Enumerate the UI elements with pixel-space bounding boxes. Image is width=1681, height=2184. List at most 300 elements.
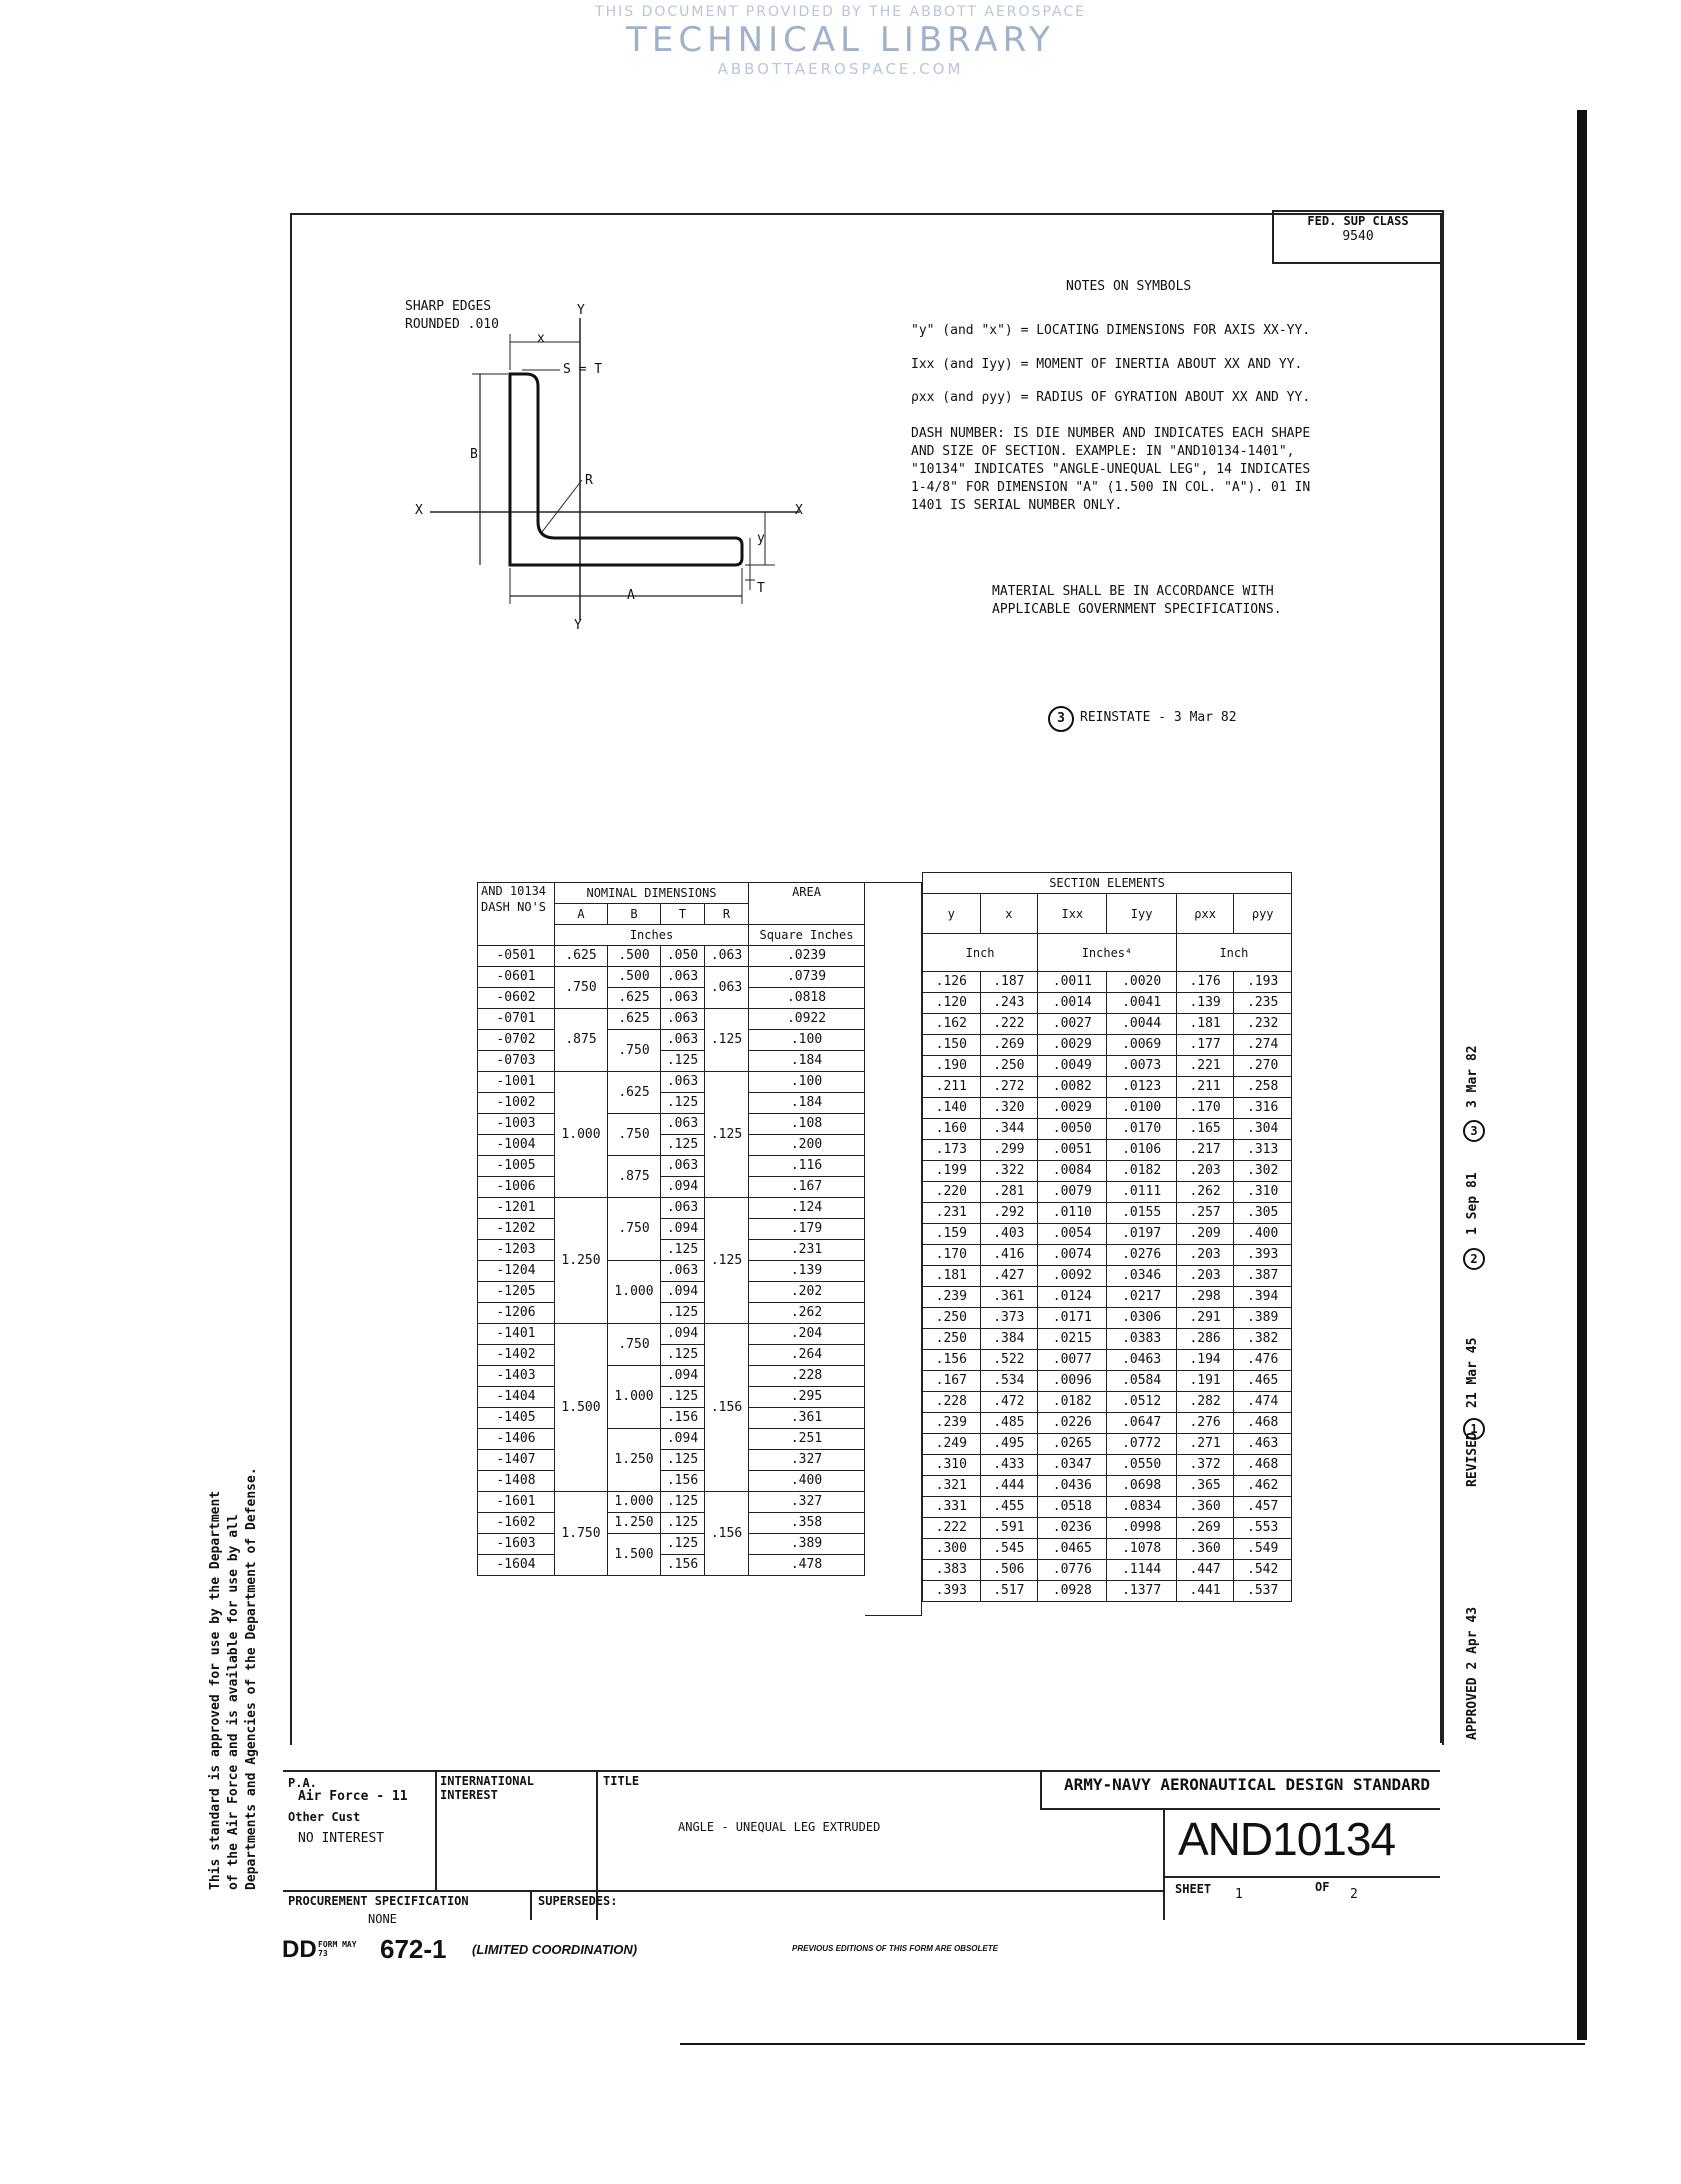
iyy-cell: .0123 bbox=[1107, 1077, 1176, 1098]
ybar-cell: .300 bbox=[923, 1539, 981, 1560]
table-row bbox=[478, 1198, 865, 1219]
dash-number-cell: -1202 bbox=[478, 1219, 555, 1240]
dim-t-cell: .063 bbox=[661, 1009, 705, 1030]
pyy-cell: .474 bbox=[1234, 1392, 1292, 1413]
dash-number-cell: -1004 bbox=[478, 1135, 555, 1156]
ixx-cell: .0110 bbox=[1038, 1203, 1107, 1224]
table-row bbox=[923, 1056, 1292, 1077]
area-cell: .0818 bbox=[749, 988, 865, 1009]
xbar-cell: .517 bbox=[980, 1581, 1038, 1602]
dash-number-cell: -1405 bbox=[478, 1408, 555, 1429]
col-header-inches4: Inches⁴ bbox=[1038, 934, 1177, 972]
pyy-cell: .468 bbox=[1234, 1413, 1292, 1434]
diagram-b: B bbox=[470, 447, 478, 462]
table-row bbox=[923, 993, 1292, 1014]
ybar-cell: .211 bbox=[923, 1077, 981, 1098]
table-row bbox=[478, 1366, 865, 1387]
pxx-cell: .221 bbox=[1176, 1056, 1234, 1077]
dash-number-cell: -1401 bbox=[478, 1324, 555, 1345]
col-header-inch-2: Inch bbox=[1176, 934, 1291, 972]
ixx-cell: .0051 bbox=[1038, 1140, 1107, 1161]
pxx-cell: .191 bbox=[1176, 1371, 1234, 1392]
area-cell: .262 bbox=[749, 1303, 865, 1324]
ybar-cell: .162 bbox=[923, 1014, 981, 1035]
revision-revised-label: REVISED bbox=[1465, 1432, 1480, 1487]
xbar-cell: .292 bbox=[980, 1203, 1038, 1224]
col-header-xbar: x bbox=[980, 894, 1038, 934]
dim-a-cell: .750 bbox=[555, 967, 608, 1009]
dim-t-cell: .125 bbox=[661, 1240, 705, 1261]
dim-b-cell: .625 bbox=[608, 988, 661, 1009]
approval-note-line-3: Departments and Agencies of the Department of Defense. bbox=[244, 1467, 259, 1890]
pyy-cell: .542 bbox=[1234, 1560, 1292, 1581]
iyy-cell: .0217 bbox=[1107, 1287, 1176, 1308]
table-row bbox=[923, 1308, 1292, 1329]
iyy-cell: .0346 bbox=[1107, 1266, 1176, 1287]
ixx-cell: .0928 bbox=[1038, 1581, 1107, 1602]
pyy-cell: .537 bbox=[1234, 1581, 1292, 1602]
pyy-cell: .274 bbox=[1234, 1035, 1292, 1056]
ixx-cell: .0171 bbox=[1038, 1308, 1107, 1329]
notes-dash-4: 1-4/8" FOR DIMENSION "A" (1.500 IN COL. "A"). 01 IN bbox=[911, 480, 1311, 495]
dim-b-cell: .625 bbox=[608, 1072, 661, 1114]
dim-b-cell: .750 bbox=[608, 1198, 661, 1261]
ixx-cell: .0074 bbox=[1038, 1245, 1107, 1266]
table-row bbox=[478, 1114, 865, 1135]
table-row bbox=[923, 1203, 1292, 1224]
form-small: FORM MAY 73 bbox=[318, 1940, 357, 1958]
pxx-cell: .360 bbox=[1176, 1497, 1234, 1518]
area-cell: .0239 bbox=[749, 946, 865, 967]
ybar-cell: .126 bbox=[923, 972, 981, 993]
dash-number-cell: -1601 bbox=[478, 1492, 555, 1513]
dim-t-cell: .063 bbox=[661, 988, 705, 1009]
pyy-cell: .393 bbox=[1234, 1245, 1292, 1266]
table-row bbox=[923, 1287, 1292, 1308]
iyy-cell: .1377 bbox=[1107, 1581, 1176, 1602]
pxx-cell: .211 bbox=[1176, 1077, 1234, 1098]
dim-t-cell: .125 bbox=[661, 1051, 705, 1072]
ybar-cell: .250 bbox=[923, 1329, 981, 1350]
table-row bbox=[923, 1413, 1292, 1434]
dim-a-cell: 1.250 bbox=[555, 1198, 608, 1324]
approval-note-line-1: This standard is approved for use by the Department bbox=[208, 1490, 223, 1890]
ybar-cell: .321 bbox=[923, 1476, 981, 1497]
pyy-cell: .235 bbox=[1234, 993, 1292, 1014]
bottom-edge-line bbox=[680, 2043, 1585, 2045]
ybar-cell: .140 bbox=[923, 1098, 981, 1119]
table-row bbox=[478, 1513, 865, 1534]
dim-t-cell: .156 bbox=[661, 1471, 705, 1492]
pxx-cell: .282 bbox=[1176, 1392, 1234, 1413]
notes-dash-5: 1401 IS SERIAL NUMBER ONLY. bbox=[911, 498, 1123, 513]
standard-name: ARMY-NAVY AERONAUTICAL DESIGN STANDARD bbox=[1064, 1775, 1431, 1794]
ybar-cell: .220 bbox=[923, 1182, 981, 1203]
dash-number-cell: -1407 bbox=[478, 1450, 555, 1471]
notes-title: NOTES ON SYMBOLS bbox=[1066, 279, 1192, 294]
ybar-cell: .393 bbox=[923, 1581, 981, 1602]
pyy-cell: .258 bbox=[1234, 1077, 1292, 1098]
dim-r-cell: .156 bbox=[705, 1492, 749, 1576]
dim-t-cell: .050 bbox=[661, 946, 705, 967]
revision-3-circle bbox=[1463, 1120, 1485, 1142]
xbar-cell: .320 bbox=[980, 1098, 1038, 1119]
ixx-cell: .0014 bbox=[1038, 993, 1107, 1014]
dim-t-cell: .125 bbox=[661, 1345, 705, 1366]
pyy-cell: .305 bbox=[1234, 1203, 1292, 1224]
area-cell: .167 bbox=[749, 1177, 865, 1198]
area-cell: .116 bbox=[749, 1156, 865, 1177]
xbar-cell: .344 bbox=[980, 1119, 1038, 1140]
area-cell: .228 bbox=[749, 1366, 865, 1387]
diagram-y-bottom: Y bbox=[574, 618, 582, 633]
dash-number-cell: -1206 bbox=[478, 1303, 555, 1324]
area-cell: .231 bbox=[749, 1240, 865, 1261]
table-row bbox=[478, 1219, 865, 1240]
xbar-cell: .472 bbox=[980, 1392, 1038, 1413]
iyy-cell: .1144 bbox=[1107, 1560, 1176, 1581]
document-title: ANGLE - UNEQUAL LEG EXTRUDED bbox=[678, 1820, 881, 1834]
area-cell: .478 bbox=[749, 1555, 865, 1576]
dim-r-cell: .063 bbox=[705, 967, 749, 1009]
right-edge-bar bbox=[1577, 110, 1587, 2040]
ybar-cell: .250 bbox=[923, 1308, 981, 1329]
iyy-cell: .0550 bbox=[1107, 1455, 1176, 1476]
diagram-t: T bbox=[757, 581, 765, 596]
area-cell: .361 bbox=[749, 1408, 865, 1429]
ybar-cell: .383 bbox=[923, 1560, 981, 1581]
pxx-cell: .276 bbox=[1176, 1413, 1234, 1434]
international-interest-label: INTERNATIONAL INTEREST bbox=[440, 1774, 534, 1802]
reinstate-text: REINSTATE - 3 Mar 82 bbox=[1080, 710, 1237, 725]
pyy-cell: .400 bbox=[1234, 1224, 1292, 1245]
area-cell: .202 bbox=[749, 1282, 865, 1303]
table-row bbox=[923, 1224, 1292, 1245]
table-row bbox=[923, 1098, 1292, 1119]
table-row bbox=[478, 946, 865, 967]
ixx-cell: .0182 bbox=[1038, 1392, 1107, 1413]
table-row bbox=[923, 1476, 1292, 1497]
notes-line-2: Ixx (and Iyy) = MOMENT OF INERTIA ABOUT XX AND YY. bbox=[911, 357, 1303, 372]
table-row bbox=[923, 1245, 1292, 1266]
title-block-divider-3 bbox=[1163, 1808, 1165, 1920]
ixx-cell: .0082 bbox=[1038, 1077, 1107, 1098]
area-cell: .179 bbox=[749, 1219, 865, 1240]
form-number: 672-1 bbox=[380, 1934, 447, 1964]
iyy-cell: .0041 bbox=[1107, 993, 1176, 1014]
table-row bbox=[923, 1497, 1292, 1518]
table-row bbox=[478, 1408, 865, 1429]
table-row bbox=[923, 1392, 1292, 1413]
title-block-divider-4 bbox=[1040, 1770, 1042, 1810]
dash-number-cell: -1604 bbox=[478, 1555, 555, 1576]
iyy-cell: .0584 bbox=[1107, 1371, 1176, 1392]
table-row bbox=[478, 1135, 865, 1156]
ybar-cell: .159 bbox=[923, 1224, 981, 1245]
pyy-cell: .193 bbox=[1234, 972, 1292, 993]
table-row bbox=[923, 1518, 1292, 1539]
dim-t-cell: .094 bbox=[661, 1324, 705, 1345]
area-cell: .358 bbox=[749, 1513, 865, 1534]
dim-t-cell: .125 bbox=[661, 1093, 705, 1114]
iyy-cell: .0069 bbox=[1107, 1035, 1176, 1056]
dim-b-cell: 1.000 bbox=[608, 1366, 661, 1429]
pxx-cell: .209 bbox=[1176, 1224, 1234, 1245]
col-header-inch-1: Inch bbox=[923, 934, 1038, 972]
title-label: TITLE bbox=[603, 1774, 640, 1788]
ybar-cell: .181 bbox=[923, 1266, 981, 1287]
iyy-cell: .0306 bbox=[1107, 1308, 1176, 1329]
area-cell: .200 bbox=[749, 1135, 865, 1156]
table-row bbox=[478, 1009, 865, 1030]
other-cust-label: Other Cust bbox=[288, 1810, 361, 1824]
xbar-cell: .243 bbox=[980, 993, 1038, 1014]
title-block-divider-1 bbox=[435, 1770, 437, 1890]
notes-dash-1: DASH NUMBER: IS DIE NUMBER AND INDICATES EACH SHAPE bbox=[911, 426, 1311, 441]
xbar-cell: .444 bbox=[980, 1476, 1038, 1497]
dim-b-cell: .750 bbox=[608, 1114, 661, 1156]
pyy-cell: .387 bbox=[1234, 1266, 1292, 1287]
dash-number-cell: -1203 bbox=[478, 1240, 555, 1261]
area-cell: .295 bbox=[749, 1387, 865, 1408]
area-cell: .100 bbox=[749, 1072, 865, 1093]
dash-number-cell: -1003 bbox=[478, 1114, 555, 1135]
sheet-label: SHEET bbox=[1175, 1882, 1212, 1896]
pxx-cell: .286 bbox=[1176, 1329, 1234, 1350]
iyy-cell: .0647 bbox=[1107, 1413, 1176, 1434]
area-cell: .100 bbox=[749, 1030, 865, 1051]
pyy-cell: .476 bbox=[1234, 1350, 1292, 1371]
table-row bbox=[478, 1303, 865, 1324]
table-row bbox=[923, 1581, 1292, 1602]
xbar-cell: .416 bbox=[980, 1245, 1038, 1266]
dim-t-cell: .094 bbox=[661, 1177, 705, 1198]
dim-t-cell: .125 bbox=[661, 1303, 705, 1324]
dash-number-cell: -1005 bbox=[478, 1156, 555, 1177]
dim-t-cell: .125 bbox=[661, 1450, 705, 1471]
ybar-cell: .199 bbox=[923, 1161, 981, 1182]
ixx-cell: .0436 bbox=[1038, 1476, 1107, 1497]
revision-3-date: 3 Mar 82 bbox=[1465, 1045, 1480, 1108]
ixx-cell: .0077 bbox=[1038, 1350, 1107, 1371]
ixx-cell: .0518 bbox=[1038, 1497, 1107, 1518]
dim-t-cell: .094 bbox=[661, 1219, 705, 1240]
pxx-cell: .372 bbox=[1176, 1455, 1234, 1476]
dash-number-cell: -1204 bbox=[478, 1261, 555, 1282]
col-header-ybar: y bbox=[923, 894, 981, 934]
ybar-cell: .170 bbox=[923, 1245, 981, 1266]
iyy-cell: .0998 bbox=[1107, 1518, 1176, 1539]
watermark-title: TECHNICAL LIBRARY bbox=[626, 20, 1055, 60]
xbar-cell: .384 bbox=[980, 1329, 1038, 1350]
ixx-cell: .0124 bbox=[1038, 1287, 1107, 1308]
dash-number-cell: -1001 bbox=[478, 1072, 555, 1093]
ybar-cell: .150 bbox=[923, 1035, 981, 1056]
previous-editions: PREVIOUS EDITIONS OF THIS FORM ARE OBSOLETE bbox=[792, 1944, 998, 1953]
area-cell: .204 bbox=[749, 1324, 865, 1345]
dash-number-cell: -1406 bbox=[478, 1429, 555, 1450]
dash-number-cell: -0601 bbox=[478, 967, 555, 988]
col-header-t: T bbox=[661, 904, 705, 925]
table-row bbox=[923, 1560, 1292, 1581]
ixx-cell: .0050 bbox=[1038, 1119, 1107, 1140]
iyy-cell: .0155 bbox=[1107, 1203, 1176, 1224]
reinstate-circle bbox=[1048, 706, 1074, 732]
xbar-cell: .269 bbox=[980, 1035, 1038, 1056]
pyy-cell: .457 bbox=[1234, 1497, 1292, 1518]
table-row bbox=[923, 1266, 1292, 1287]
revision-2-number: 2 bbox=[1470, 1252, 1478, 1266]
col-header-iyy: Iyy bbox=[1107, 894, 1176, 934]
table-row bbox=[478, 1492, 865, 1513]
dim-r-cell: .125 bbox=[705, 1198, 749, 1324]
area-cell: .0739 bbox=[749, 967, 865, 988]
table-gap-column bbox=[865, 882, 922, 1616]
dash-number-cell: -1402 bbox=[478, 1345, 555, 1366]
dim-b-cell: 1.000 bbox=[608, 1261, 661, 1324]
xbar-cell: .281 bbox=[980, 1182, 1038, 1203]
pxx-cell: .365 bbox=[1176, 1476, 1234, 1497]
iyy-cell: .0463 bbox=[1107, 1350, 1176, 1371]
title-block-hline-3 bbox=[283, 1890, 1163, 1892]
iyy-cell: .0073 bbox=[1107, 1056, 1176, 1077]
dash-number-cell: -0702 bbox=[478, 1030, 555, 1051]
table-row bbox=[923, 1455, 1292, 1476]
pxx-cell: .257 bbox=[1176, 1203, 1234, 1224]
procurement-value: NONE bbox=[368, 1912, 397, 1926]
pxx-cell: .194 bbox=[1176, 1350, 1234, 1371]
dim-b-cell: .750 bbox=[608, 1030, 661, 1072]
table-row bbox=[923, 1371, 1292, 1392]
iyy-cell: .0197 bbox=[1107, 1224, 1176, 1245]
ixx-cell: .0079 bbox=[1038, 1182, 1107, 1203]
xbar-cell: .545 bbox=[980, 1539, 1038, 1560]
pxx-cell: .360 bbox=[1176, 1539, 1234, 1560]
revision-2-circle bbox=[1463, 1248, 1485, 1270]
revision-3-number: 3 bbox=[1470, 1124, 1478, 1138]
dim-r-cell: .125 bbox=[705, 1009, 749, 1072]
dash-number-cell: -1603 bbox=[478, 1534, 555, 1555]
ixx-cell: .0029 bbox=[1038, 1035, 1107, 1056]
dash-number-cell: -1201 bbox=[478, 1198, 555, 1219]
of-label: OF bbox=[1315, 1880, 1330, 1894]
iyy-cell: .0182 bbox=[1107, 1161, 1176, 1182]
no-interest: NO INTEREST bbox=[298, 1831, 385, 1846]
xbar-cell: .299 bbox=[980, 1140, 1038, 1161]
dash-number-cell: -0701 bbox=[478, 1009, 555, 1030]
pxx-cell: .269 bbox=[1176, 1518, 1234, 1539]
area-cell: .251 bbox=[749, 1429, 865, 1450]
dim-b-cell: 1.500 bbox=[608, 1534, 661, 1576]
diagram-x-left: X bbox=[415, 503, 423, 518]
ixx-cell: .0236 bbox=[1038, 1518, 1107, 1539]
revision-approved: APPROVED 2 Apr 43 bbox=[1465, 1606, 1480, 1740]
table-row bbox=[923, 1014, 1292, 1035]
dim-b-cell: .750 bbox=[608, 1324, 661, 1366]
pxx-cell: .203 bbox=[1176, 1161, 1234, 1182]
pxx-cell: .262 bbox=[1176, 1182, 1234, 1203]
table-row bbox=[478, 1555, 865, 1576]
col-header-pxx: ρxx bbox=[1176, 894, 1234, 934]
notes-line-3: ρxx (and ρyy) = RADIUS OF GYRATION ABOUT XX AND YY. bbox=[911, 390, 1311, 405]
dim-a-cell: .875 bbox=[555, 1009, 608, 1072]
dim-t-cell: .125 bbox=[661, 1387, 705, 1408]
table-row bbox=[923, 1329, 1292, 1350]
pxx-cell: .176 bbox=[1176, 972, 1234, 993]
material-line-1: MATERIAL SHALL BE IN ACCORDANCE WITH bbox=[992, 584, 1274, 599]
xbar-cell: .322 bbox=[980, 1161, 1038, 1182]
pyy-cell: .389 bbox=[1234, 1308, 1292, 1329]
ixx-cell: .0215 bbox=[1038, 1329, 1107, 1350]
ixx-cell: .0226 bbox=[1038, 1413, 1107, 1434]
table-row bbox=[923, 1434, 1292, 1455]
dim-b-cell: .500 bbox=[608, 967, 661, 988]
xbar-cell: .373 bbox=[980, 1308, 1038, 1329]
area-cell: .327 bbox=[749, 1492, 865, 1513]
dim-r-cell: .156 bbox=[705, 1324, 749, 1492]
iyy-cell: .0698 bbox=[1107, 1476, 1176, 1497]
angle-section-diagram bbox=[410, 300, 830, 640]
notes-dash-2: AND SIZE OF SECTION. EXAMPLE: IN "AND10134-1401", bbox=[911, 444, 1295, 459]
table-row bbox=[478, 1072, 865, 1093]
diagram-a: A bbox=[627, 588, 635, 603]
procurement-label: PROCUREMENT SPECIFICATION bbox=[288, 1894, 469, 1908]
pa-air-force: Air Force - 11 bbox=[298, 1789, 408, 1804]
dash-number-cell: -1403 bbox=[478, 1366, 555, 1387]
ixx-cell: .0465 bbox=[1038, 1539, 1107, 1560]
table-row bbox=[478, 1177, 865, 1198]
xbar-cell: .250 bbox=[980, 1056, 1038, 1077]
xbar-cell: .522 bbox=[980, 1350, 1038, 1371]
col-header-area: AREA bbox=[749, 883, 865, 925]
pxx-cell: .203 bbox=[1176, 1245, 1234, 1266]
dash-number-cell: -1006 bbox=[478, 1177, 555, 1198]
table-row bbox=[478, 967, 865, 988]
right-strip-divider bbox=[1440, 213, 1442, 1743]
table-row bbox=[923, 1161, 1292, 1182]
area-cell: .184 bbox=[749, 1093, 865, 1114]
ybar-cell: .331 bbox=[923, 1497, 981, 1518]
pyy-cell: .304 bbox=[1234, 1119, 1292, 1140]
table-row bbox=[478, 1030, 865, 1051]
dim-b-cell: 1.000 bbox=[608, 1492, 661, 1513]
pyy-cell: .463 bbox=[1234, 1434, 1292, 1455]
pyy-cell: .462 bbox=[1234, 1476, 1292, 1497]
watermark-url: ABBOTTAEROSPACE.COM bbox=[717, 60, 964, 78]
col-header-section-elements: SECTION ELEMENTS bbox=[923, 873, 1292, 894]
table-row bbox=[923, 1119, 1292, 1140]
area-cell: .108 bbox=[749, 1114, 865, 1135]
ixx-cell: .0265 bbox=[1038, 1434, 1107, 1455]
ybar-cell: .156 bbox=[923, 1350, 981, 1371]
xbar-cell: .485 bbox=[980, 1413, 1038, 1434]
area-cell: .139 bbox=[749, 1261, 865, 1282]
supersedes-label: SUPERSEDES: bbox=[538, 1894, 618, 1908]
dim-t-cell: .094 bbox=[661, 1429, 705, 1450]
ixx-cell: .0054 bbox=[1038, 1224, 1107, 1245]
ixx-cell: .0029 bbox=[1038, 1098, 1107, 1119]
table-row bbox=[923, 1182, 1292, 1203]
ybar-cell: .249 bbox=[923, 1434, 981, 1455]
table-row bbox=[923, 1539, 1292, 1560]
xbar-cell: .455 bbox=[980, 1497, 1038, 1518]
diagram-xbar: x bbox=[537, 331, 545, 346]
of-number: 2 bbox=[1350, 1887, 1358, 1902]
ybar-cell: .190 bbox=[923, 1056, 981, 1077]
title-block-hline-2 bbox=[1165, 1876, 1440, 1878]
pyy-cell: .394 bbox=[1234, 1287, 1292, 1308]
table-row bbox=[923, 1077, 1292, 1098]
